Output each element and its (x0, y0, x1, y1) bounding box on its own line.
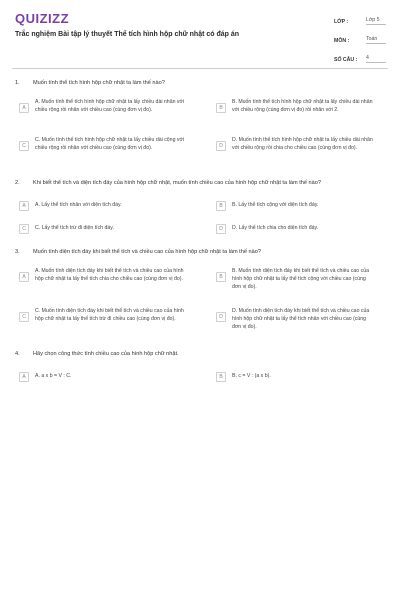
option-letter: A (19, 201, 29, 211)
option-text: D. Lấy thể tích chia cho diện tích đáy. (232, 225, 319, 231)
worksheet-title: Trắc nghiệm Bài tập lý thuyết Thể tích hình hộp chữ nhật có đáp án (15, 31, 240, 38)
question-3 (15, 249, 387, 255)
question-text: Muốn tính diện tích đáy khi biết thể tích và chiều cao của hình hộp chữ nhật ta làm thế nào? (33, 249, 261, 255)
option-a[interactable] (19, 372, 191, 382)
meta-panel (334, 14, 386, 71)
option-c[interactable] (19, 136, 191, 152)
option-letter: D (216, 141, 226, 151)
option-b[interactable] (216, 201, 376, 211)
option-b[interactable] (216, 98, 376, 114)
option-d[interactable] (216, 307, 376, 332)
option-text: B. Muốn tính thể tích hình hộp chữ nhật ta lấy chiều dài nhân với chiều rộng (cùng đơn vị đo) rồi nhân với 2. (232, 99, 373, 114)
meta-label: LỚP : (334, 19, 349, 25)
question-number: 4. (15, 351, 20, 357)
question-text: Hãy chọn công thức tính chiều cao của hình hộp chữ nhật. (33, 351, 179, 357)
option-a[interactable] (19, 201, 191, 211)
option-b[interactable] (216, 372, 376, 382)
question-1 (15, 80, 387, 86)
option-letter: C (19, 312, 29, 322)
option-a[interactable] (19, 267, 191, 283)
option-text: C. Muốn tính thể tích hình hộp chữ nhật ta lấy chiều dài cộng với chiều rộng rồi nhân với chiều cao (cùng đơn vị đo). (35, 137, 185, 152)
question-number: 1. (15, 80, 20, 86)
option-c[interactable] (19, 307, 191, 323)
option-text: A. Muốn tính diện tích đáy khi biết thể tích và chiều cao của hình hộp chữ nhật ta lấy thể tích chia cho chiều cao (cùng đơn vị đo). (35, 268, 184, 283)
option-letter: C (19, 141, 29, 151)
meta-label: SỐ CÂU : (334, 57, 358, 63)
option-letter: B (216, 201, 226, 211)
question-text: Muốn tính thể tích hình hộp chữ nhật ta làm thế nào? (33, 80, 165, 86)
question-number: 3. (15, 249, 20, 255)
option-d[interactable] (216, 136, 376, 152)
grade-value: Lớp 5 (366, 17, 386, 25)
meta-row-subject (334, 33, 386, 44)
option-text: A. Lấy thể tích nhân với diện tích đáy. (35, 202, 122, 208)
option-c[interactable] (19, 224, 191, 234)
question-4 (15, 351, 387, 357)
quizizz-logo: QUIZIZZ (15, 11, 70, 26)
option-letter: B (216, 272, 226, 282)
option-text: C. Lấy thể tích trừ đi diện tích đáy. (35, 225, 114, 231)
question-count-value: 4 (366, 55, 386, 63)
header-divider (12, 68, 388, 69)
option-a[interactable] (19, 98, 191, 114)
meta-row-grade (334, 14, 386, 25)
option-text: A. Muốn tính thể tích hình hộp chữ nhật ta lấy chiều dài nhân với chiều rộng rồi nhân với chiều cao (cùng đơn vị đo). (35, 99, 185, 114)
option-text: B. Lấy thể tích cộng với diện tích đáy. (232, 202, 319, 208)
option-letter: D (216, 312, 226, 322)
subject-value: Toán (366, 36, 386, 44)
option-b[interactable] (216, 267, 376, 292)
question-text: Khi biết thể tích và diện tích đáy của hình hộp chữ nhật, muốn tính chiều cao của hình hộp chữ nhật ta làm thế nào? (33, 180, 321, 186)
option-text: D. Muốn tính diện tích đáy khi biết thể tích và chiều cao của hình hộp chữ nhật ta lấy thể tích nhân với chiều cao (cùng đơn vị đo). (232, 308, 370, 331)
option-text: D. Muốn tính thể tích hình hộp chữ nhật ta lấy chiều dài nhân với chiều rộng rồi chia cho chiều cao (cùng đơn vị đo). (232, 137, 373, 152)
option-letter: D (216, 224, 226, 234)
question-number: 2. (15, 180, 20, 186)
option-letter: B (216, 103, 226, 113)
option-letter: C (19, 224, 29, 234)
option-letter: B (216, 372, 226, 382)
meta-row-count (334, 52, 386, 63)
option-letter: A (19, 272, 29, 282)
option-letter: A (19, 372, 29, 382)
option-text: B. Muốn tính diện tích đáy khi biết thể tích và chiều cao của hình hộp chữ nhật ta lấy thể tích cộng với chiều cao (cùng đơn vị đo). (232, 268, 369, 291)
option-d[interactable] (216, 224, 376, 234)
option-text: A. a x b = V : C. (35, 373, 72, 379)
option-text: C. Muốn tính diện tích đáy khi biết thể tích và chiều cao của hình hộp chữ nhật ta lấy thể tích trừ đi chiều cao (cùng đơn vị đo). (35, 308, 184, 323)
question-2 (15, 180, 387, 186)
option-text: B. c = V : (a x b). (232, 373, 271, 379)
option-letter: A (19, 103, 29, 113)
meta-label: MÔN : (334, 38, 350, 44)
